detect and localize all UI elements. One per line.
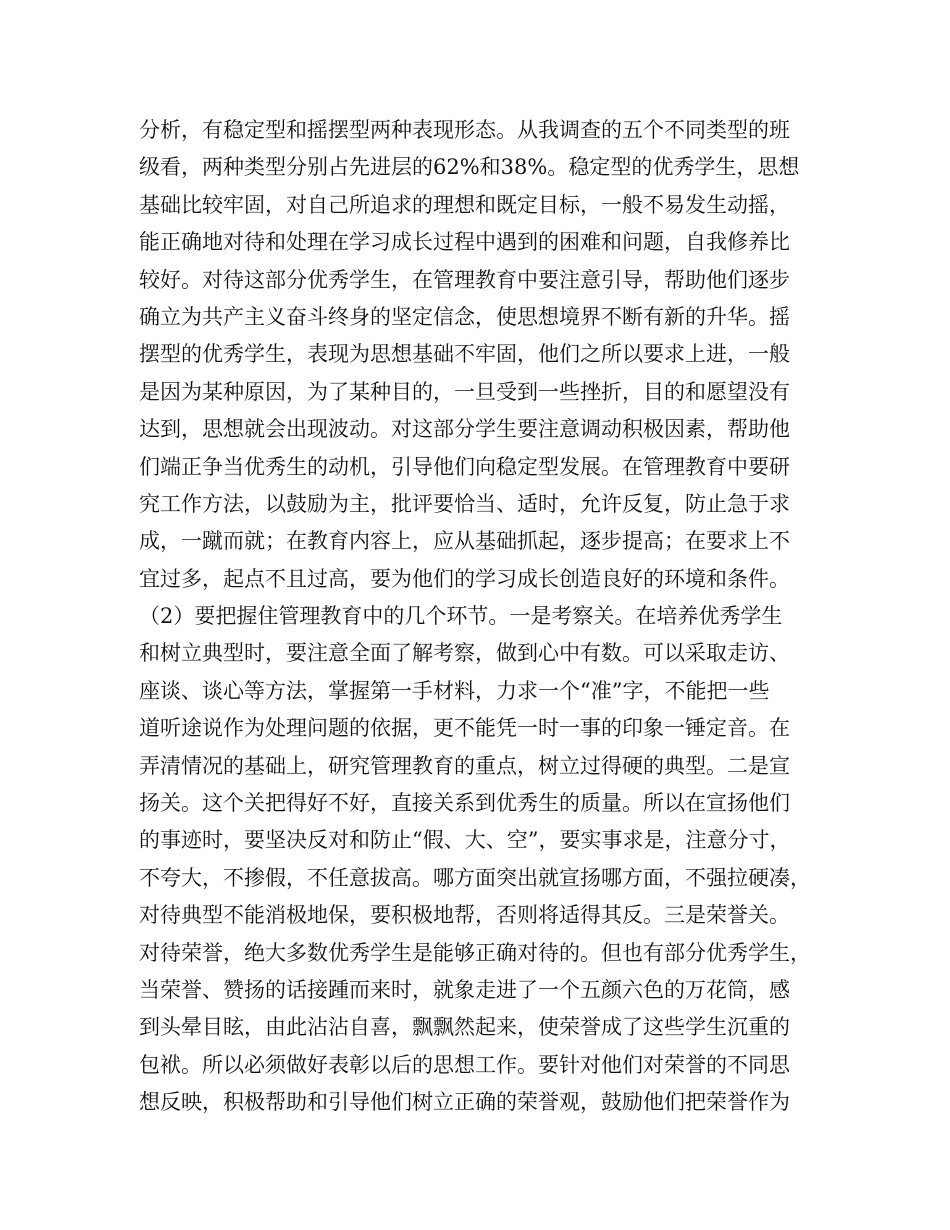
text-line: 不夸大，不掺假，不任意拔高。哪方面突出就宣扬哪方面，不强拉硬凑，: [139, 865, 811, 890]
text-line: 达到，思想就会出现波动。对这部分学生要注意调动积极因素，帮助他: [139, 417, 790, 442]
text-line: 座谈、谈心等方法，掌握第一手材料，力求一个“准”字，不能把一些: [139, 678, 770, 703]
text-line: 宜过多，起点不且过高，要为他们的学习成长创造良好的环境和条件。: [139, 566, 790, 591]
text-line: 到头晕目眩，由此沾沾自喜，飘飘然起来，使荣誉成了这些学生沉重的: [139, 1015, 790, 1040]
text-line: 弄清情况的基础上，研究管理教育的重点，树立过得硬的典型。二是宣: [139, 753, 790, 778]
text-line: 究工作方法，以鼓励为主，批评要恰当、适时，允许反复，防止急于求: [139, 491, 790, 516]
text-line: 的事迹时，要坚决反对和防止“假、大、空”，要实事求是，注意分寸，: [139, 828, 791, 853]
text-line: 和树立典型时，要注意全面了解考察，做到心中有数。可以采取走访、: [139, 641, 790, 666]
text-line: 对待荣誉，绝大多数优秀学生是能够正确对待的。但也有部分优秀学生，: [139, 940, 811, 965]
body-text: [139, 112, 829, 1122]
text-line: 成，一蹴而就；在教育内容上，应从基础抓起，逐步提高；在要求上不: [139, 529, 790, 554]
text-line: 包袱。所以必须做好表彰以后的思想工作。要针对他们对荣誉的不同思: [139, 1052, 790, 1077]
text-line: 道听途说作为处理问题的依据，更不能凭一时一事的印象一锤定音。在: [139, 716, 790, 741]
text-line: 分析，有稳定型和摇摆型两种表现形态。从我调查的五个不同类型的班: [139, 118, 790, 142]
text-line: 们端正争当优秀生的动机，引导他们向稳定型发展。在管理教育中要研: [139, 454, 790, 479]
text-line: 确立为共产主义奋斗终身的坚定信念，使思想境界不断有新的升华。摇: [139, 304, 790, 329]
text-line: 较好。对待这部分优秀学生，在管理教育中要注意引导，帮助他们逐步: [139, 267, 790, 292]
text-line: 能正确地对待和处理在学习成长过程中遇到的困难和问题，自我修养比: [139, 230, 790, 255]
text-line: 当荣誉、赞扬的话接踵而来时，就象走进了一个五颜六色的万花筒，感: [139, 977, 790, 1002]
text-line: 对待典型不能消极地保，要积极地帮，否则将适得其反。三是荣誉关。: [139, 903, 790, 928]
text-line: 扬关。这个关把得好不好，直接关系到优秀生的质量。所以在宣扬他们: [139, 791, 790, 816]
text-line: 级看，两种类型分别占先进层的62%和38%。稳定型的优秀学生，思想: [139, 155, 800, 180]
text-line: 摆型的优秀学生，表现为思想基础不牢固，他们之所以要求上进，一般: [139, 342, 790, 367]
text-line: 是因为某种原因，为了某种目的，一旦受到一些挫折，目的和愿望没有: [139, 379, 790, 404]
text-line: 想反映，积极帮助和引导他们树立正确的荣誉观，鼓励他们把荣誉作为: [139, 1090, 790, 1115]
text-line: （2）要把握住管理教育中的几个环节。一是考察关。在培养优秀学生: [139, 604, 783, 629]
text-line: 基础比较牢固，对自己所追求的理想和既定目标，一般不易发生动摇，: [139, 192, 790, 217]
